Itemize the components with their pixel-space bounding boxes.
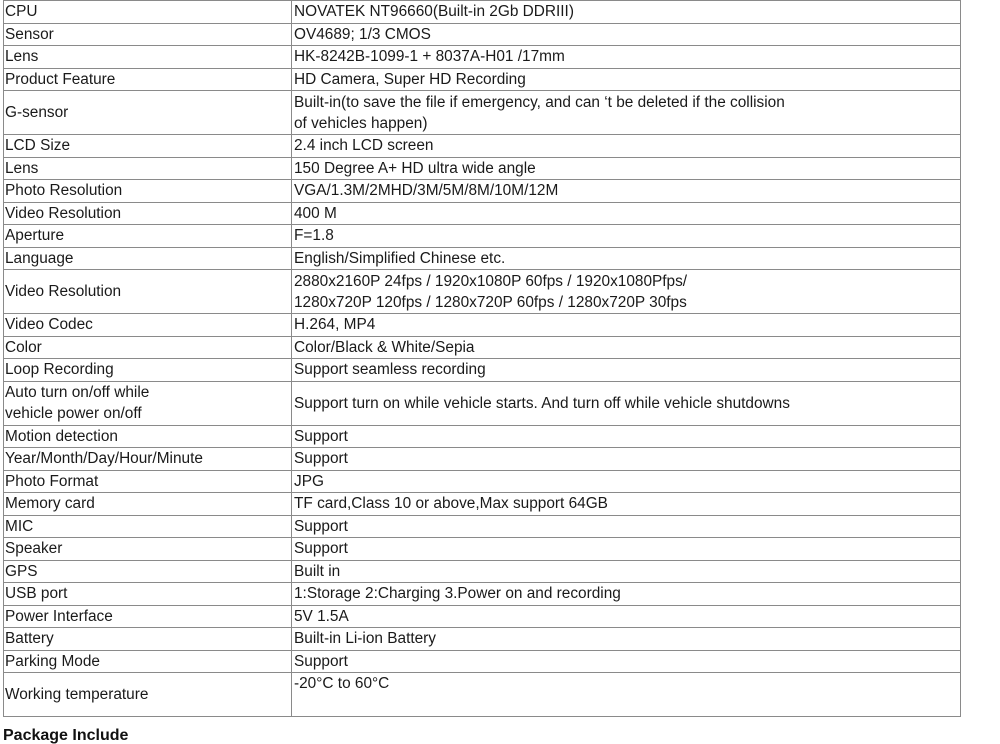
package-include-heading [3, 727, 203, 744]
spec-label: Photo Format [4, 470, 292, 493]
table-row [4, 425, 961, 448]
table-row [4, 605, 961, 628]
spec-label: Language [4, 247, 292, 270]
spec-value: Support [292, 515, 961, 538]
spec-value: TF card,Class 10 or above,Max support 64GB [292, 493, 961, 516]
spec-label: Parking Mode [4, 650, 292, 673]
table-row [4, 314, 961, 337]
spec-value: HD Camera, Super HD Recording [292, 68, 961, 91]
table-row [4, 135, 961, 158]
table-row [4, 180, 961, 203]
spec-value: OV4689; 1/3 CMOS [292, 23, 961, 46]
table-row [4, 650, 961, 673]
spec-label: Lens [4, 46, 292, 69]
table-row [4, 359, 961, 382]
spec-label: Speaker [4, 538, 292, 561]
spec-value: Built-in Li-ion Battery [292, 628, 961, 651]
spec-label: Lens [4, 157, 292, 180]
spec-label: Video Resolution [4, 202, 292, 225]
spec-value: 1:Storage 2:Charging 3.Power on and recording [292, 583, 961, 606]
spec-value: VGA/1.3M/2MHD/3M/5M/8M/10M/12M [292, 180, 961, 203]
table-row [4, 538, 961, 561]
table-row [4, 560, 961, 583]
table-row [4, 493, 961, 516]
spec-value: Support [292, 538, 961, 561]
table-row [4, 583, 961, 606]
spec-value: F=1.8 [292, 225, 961, 248]
spec-label: Video Codec [4, 314, 292, 337]
table-row [4, 157, 961, 180]
spec-value: 5V 1.5A [292, 605, 961, 628]
spec-label: G-sensor [4, 91, 292, 135]
spec-value: HK-8242B-1099-1 + 8037A-H01 /17mm [292, 46, 961, 69]
spec-value: Support turn on while vehicle starts. And turn off while vehicle shutdowns [292, 381, 961, 425]
table-row [4, 515, 961, 538]
spec-value: Support seamless recording [292, 359, 961, 382]
spec-label: CPU [4, 1, 292, 24]
spec-value: Color/Black & White/Sepia [292, 336, 961, 359]
spec-label: Power Interface [4, 605, 292, 628]
spec-label: LCD Size [4, 135, 292, 158]
table-row [4, 46, 961, 69]
spec-value: Support [292, 650, 961, 673]
table-row [4, 68, 961, 91]
spec-label: MIC [4, 515, 292, 538]
table-row [4, 202, 961, 225]
spec-label: Photo Resolution [4, 180, 292, 203]
spec-label: Sensor [4, 23, 292, 46]
table-row [4, 673, 961, 717]
spec-value: 2.4 inch LCD screen [292, 135, 961, 158]
spec-label: Aperture [4, 225, 292, 248]
spec-value: Built in [292, 560, 961, 583]
spec-value: Support [292, 425, 961, 448]
table-row [4, 628, 961, 651]
spec-label: Year/Month/Day/Hour/Minute [4, 448, 292, 471]
specification-table [3, 0, 961, 717]
spec-label: Color [4, 336, 292, 359]
spec-value: 150 Degree A+ HD ultra wide angle [292, 157, 961, 180]
spec-value: -20°C to 60°C [292, 673, 961, 717]
table-row [4, 336, 961, 359]
spec-label: Motion detection [4, 425, 292, 448]
table-row [4, 23, 961, 46]
table-row [4, 247, 961, 270]
spec-label: GPS [4, 560, 292, 583]
spec-value: Built-in(to save the file if emergency, and can ‘t be deleted if the collision of vehicles happen) [292, 91, 961, 135]
spec-value: H.264, MP4 [292, 314, 961, 337]
spec-label: Product Feature [4, 68, 292, 91]
table-row [4, 270, 961, 314]
table-row [4, 225, 961, 248]
table-row [4, 381, 961, 425]
spec-label: USB port [4, 583, 292, 606]
spec-value: Support [292, 448, 961, 471]
spec-label: Battery [4, 628, 292, 651]
section-heading: Package Include [3, 727, 129, 744]
table-row [4, 470, 961, 493]
spec-label: Working temperature [4, 673, 292, 717]
table-row [4, 448, 961, 471]
spec-label: Loop Recording [4, 359, 292, 382]
spec-value: JPG [292, 470, 961, 493]
spec-value: 400 M [292, 202, 961, 225]
table-row [4, 1, 961, 24]
spec-label: Video Resolution [4, 270, 292, 314]
spec-value: NOVATEK NT96660(Built-in 2Gb DDRIII) [292, 1, 961, 24]
table-row [4, 91, 961, 135]
spec-label: Memory card [4, 493, 292, 516]
spec-label: Auto turn on/off while vehicle power on/off [4, 381, 292, 425]
spec-value: English/Simplified Chinese etc. [292, 247, 961, 270]
spec-value: 2880x2160P 24fps / 1920x1080P 60fps / 1920x1080Pfps/ 1280x720P 120fps / 1280x720P 60fps / 1280x720P 30fps [292, 270, 961, 314]
